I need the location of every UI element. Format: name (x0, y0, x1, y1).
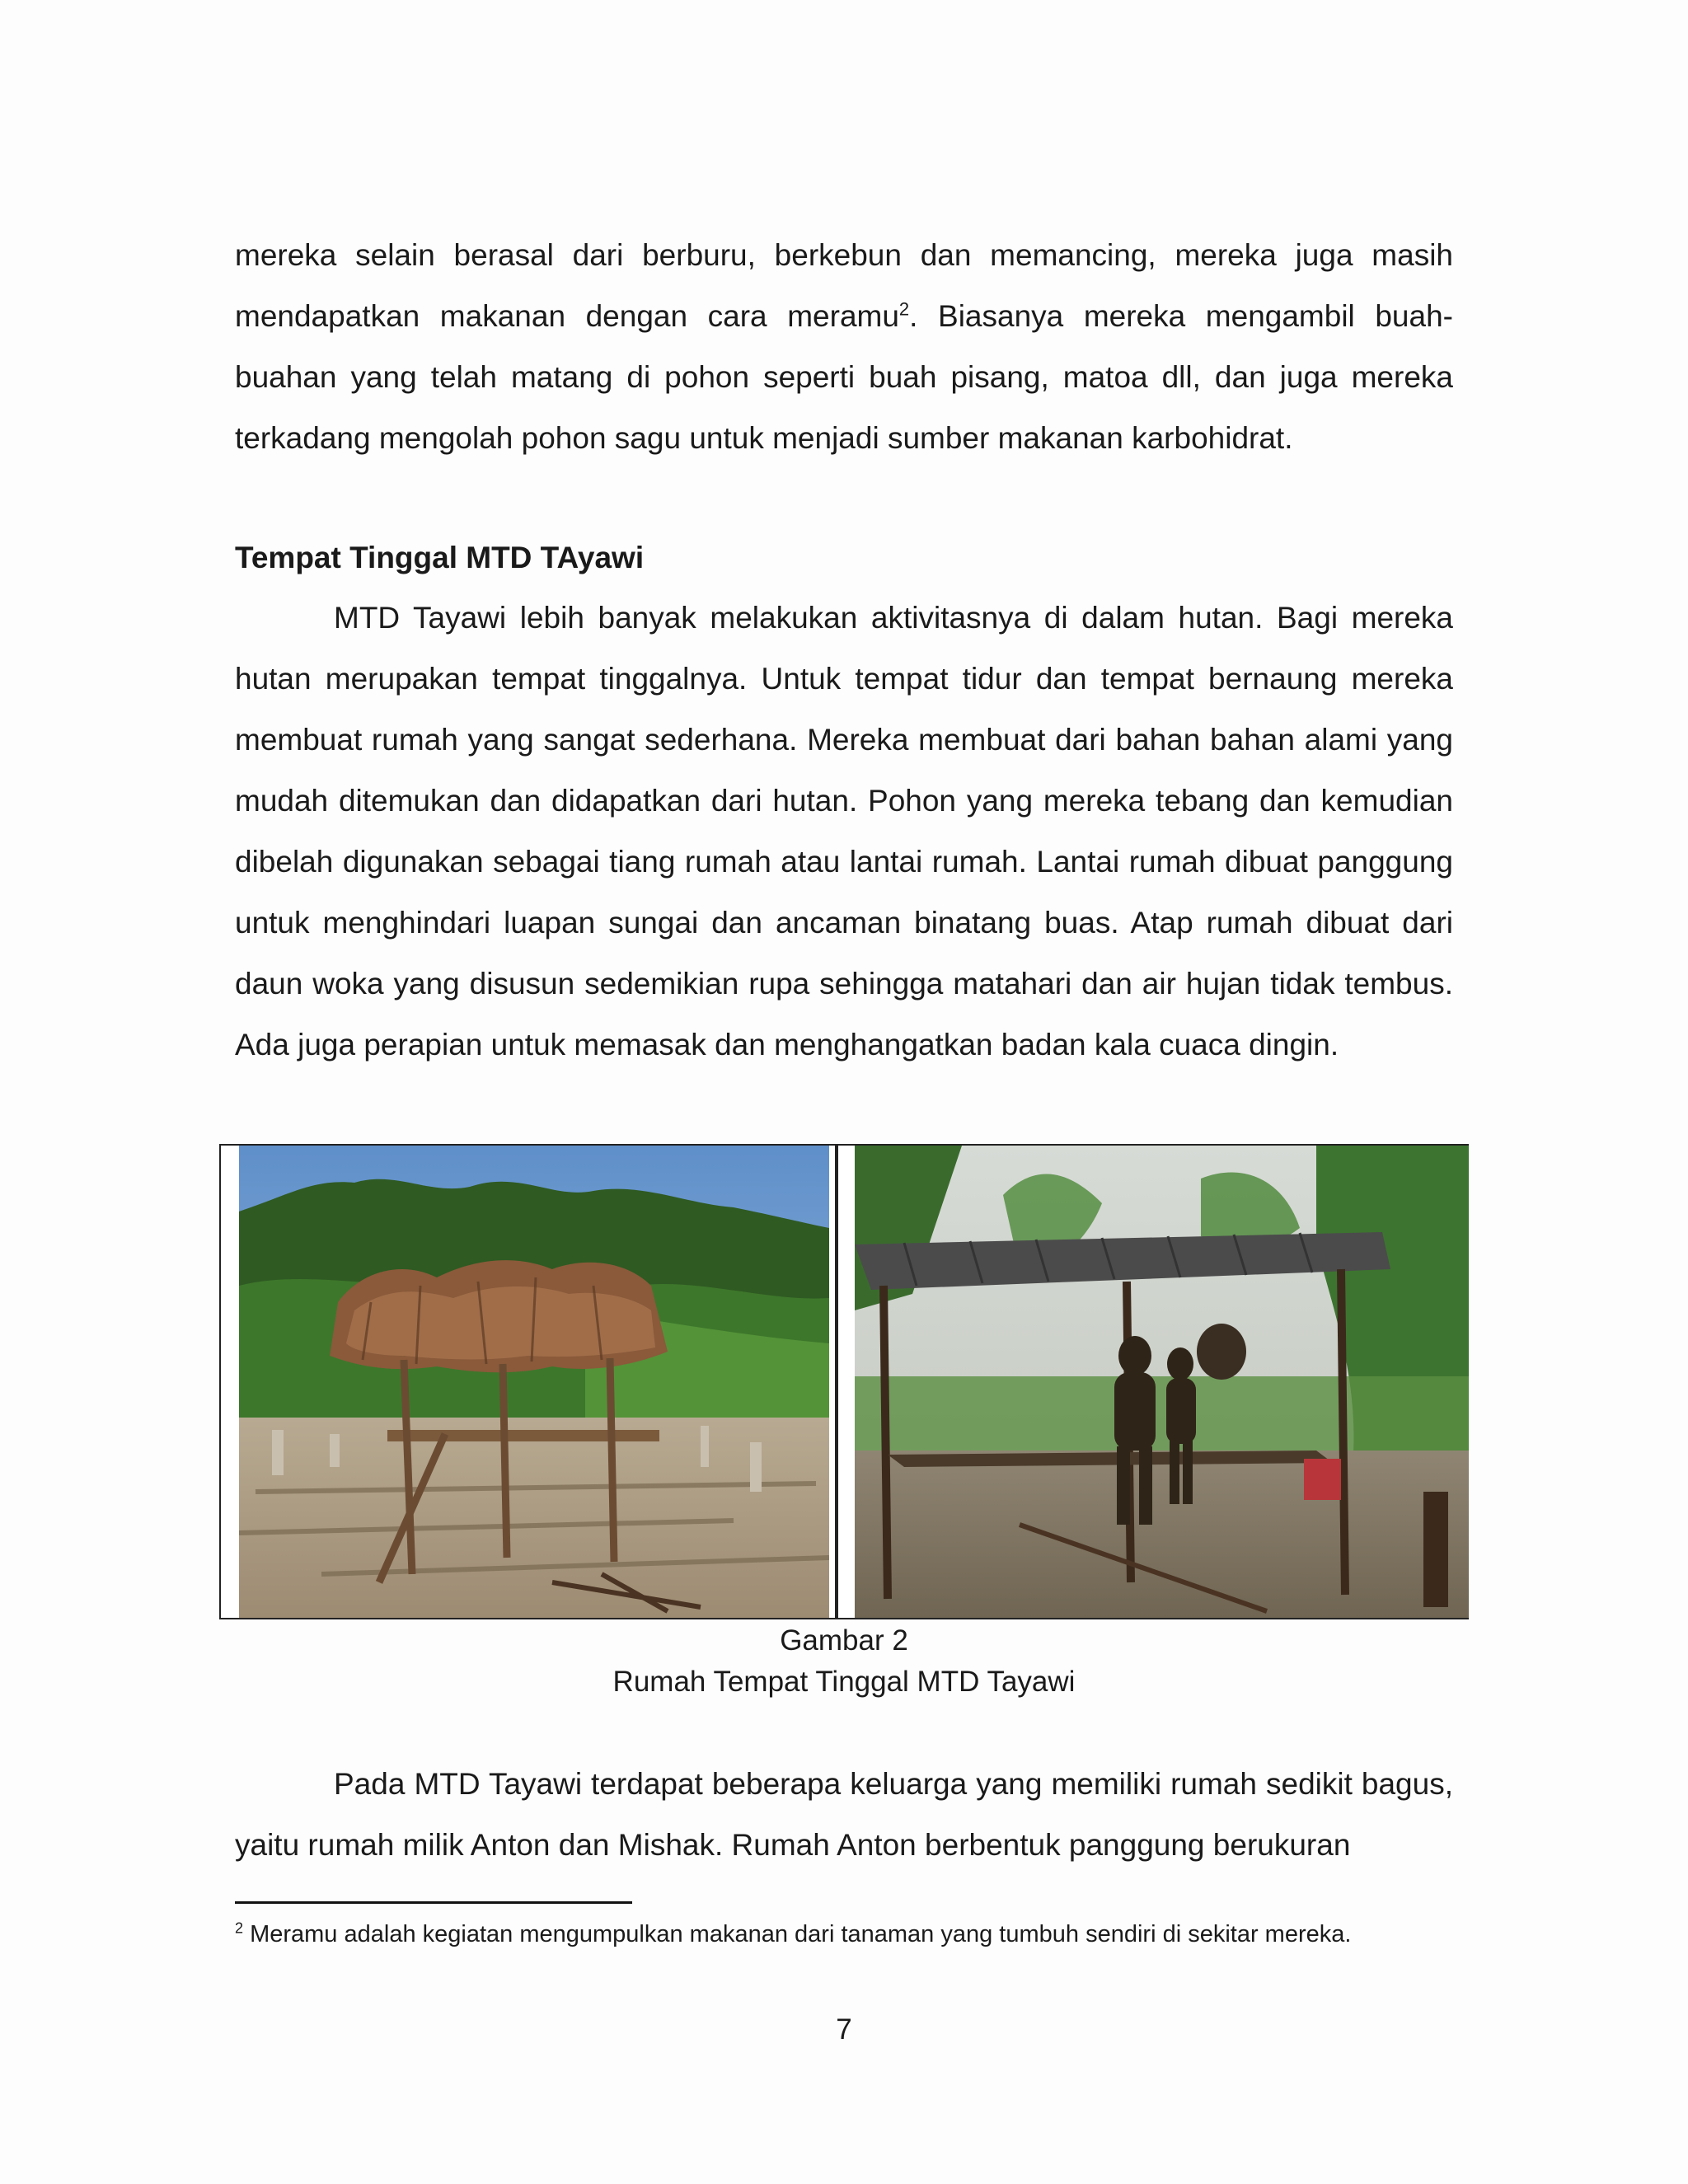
paragraph-1-text-a: mereka selain berasal dari berburu, berkebun dan memancing, mereka juga masih mendapatkan makanan dengan cara meramu (235, 238, 1453, 333)
footnote-number: 2 (235, 1919, 244, 1937)
paragraph-3: Pada MTD Tayawi terdapat beberapa keluarga yang memiliki rumah sedikit bagus, yaitu rumah milik Anton dan Mishak. Rumah Anton berbentuk panggung berukuran (235, 1767, 1453, 1862)
figure-frame (219, 1144, 1469, 1619)
footnote-text: Meramu adalah kegiatan mengumpulkan makanan dari tanaman yang tumbuh sendiri di sekitar mereka. (250, 1921, 1352, 1947)
figure-label: Gambar 2 (780, 1624, 908, 1657)
photo-thatched-hut (239, 1146, 829, 1618)
footnote-separator (235, 1901, 632, 1904)
figure-caption: Rumah Tempat Tinggal MTD Tayawi (612, 1666, 1076, 1698)
page-number: 7 (836, 2013, 852, 2046)
section-heading: Tempat Tinggal MTD TAyawi (235, 541, 645, 574)
paragraph-2: MTD Tayawi lebih banyak melakukan aktivitasnya di dalam hutan. Bagi mereka hutan merupakan tempat tinggalnya. Untuk tempat tidur dan tempat bernaung mereka membuat rumah yang sangat sederhana. Mereka membuat dari bahan bahan alami yang mudah ditemukan dan didapatkan dari hutan. Pohon yang mereka tebang dan kemudian dibelah digunakan sebagai tiang rumah atau lantai rumah. Lantai rumah dibuat panggung untuk menghindari luapan sungai dan ancaman binatang buas. Atap rumah dibuat dari daun woka yang disusun sedemikian rupa sehingga matahari dan air hujan tidak tembus. Ada juga perapian untuk memasak dan menghangatkan badan kala cuaca dingin. (235, 601, 1453, 1062)
paragraph-1 (235, 225, 1453, 469)
footnote-reference[interactable]: 2 (898, 298, 910, 320)
paragraph-1-text-b: . Biasanya mereka mengambil buah-buahan yang telah matang di pohon seperti buah pisang, matoa dll, dan juga mereka terkadang mengolah pohon sagu untuk menjadi sumber makanan karbohidrat. (235, 299, 1453, 455)
photo-divider (835, 1146, 838, 1618)
photo-metal-roof-shelter (855, 1146, 1469, 1618)
footnote (235, 1916, 1351, 1952)
